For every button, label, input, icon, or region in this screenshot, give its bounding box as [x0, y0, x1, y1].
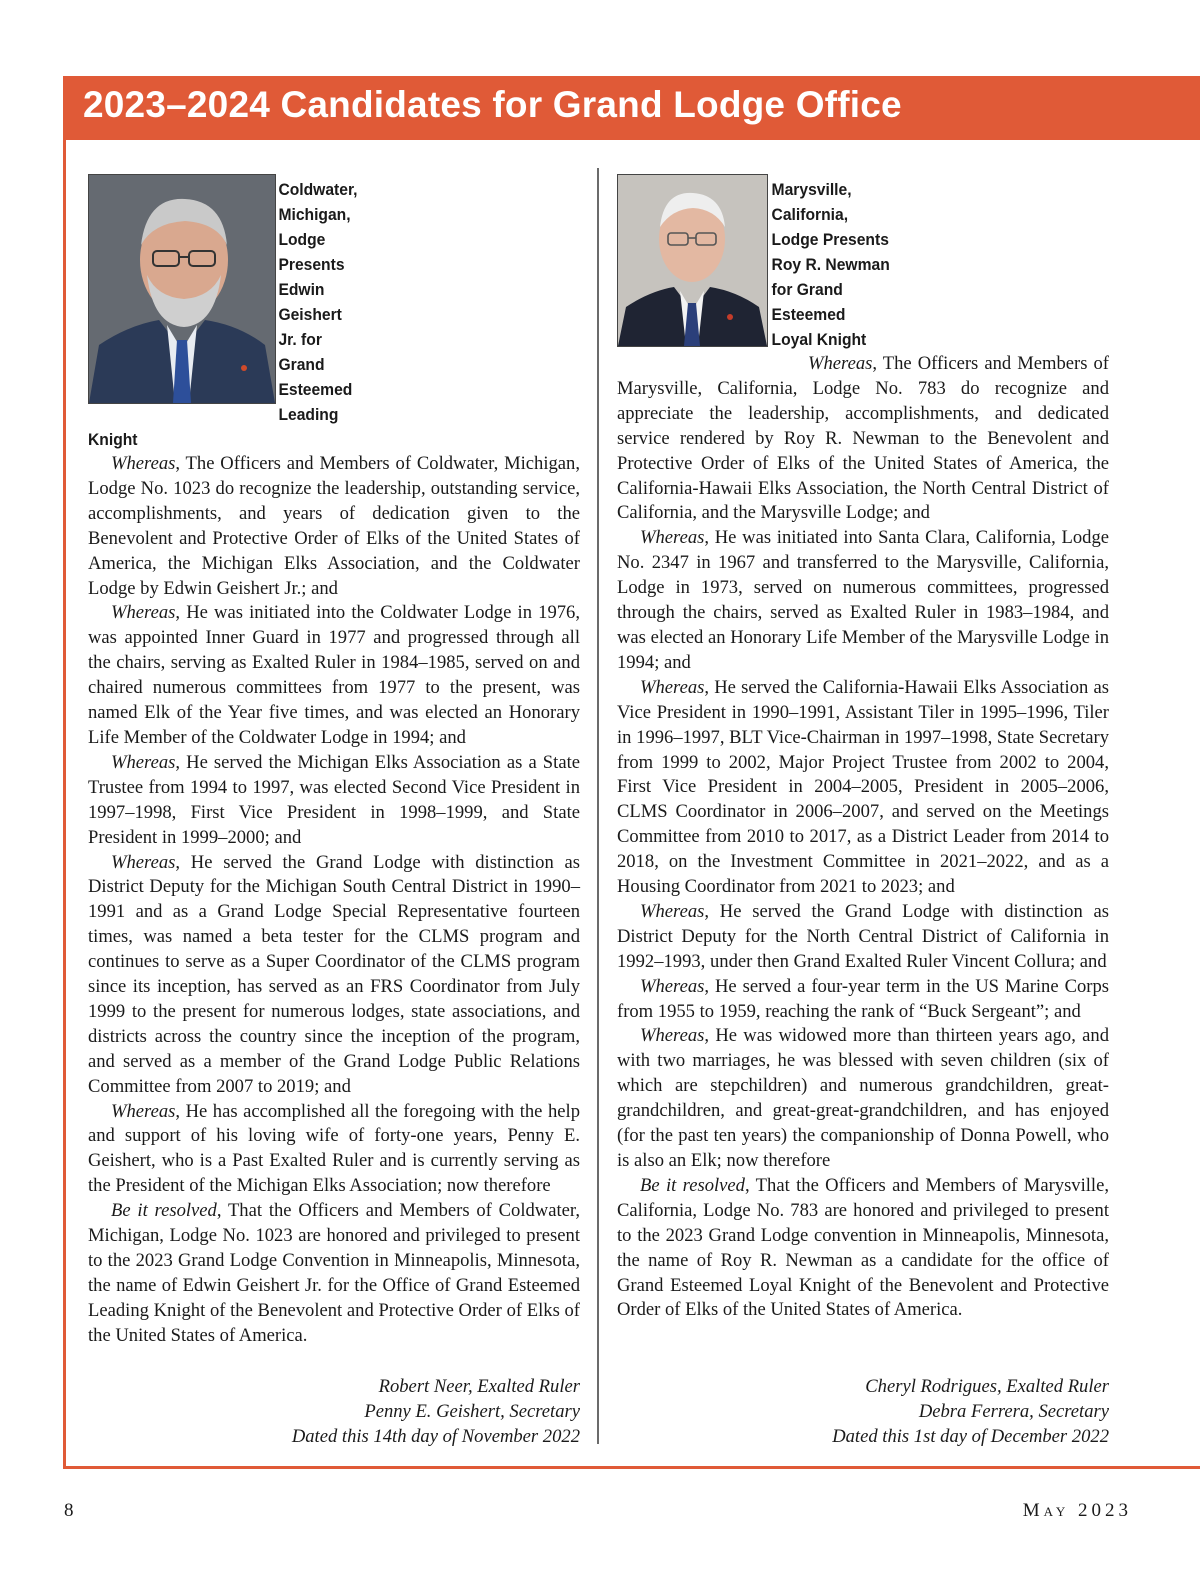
signature-line: Debra Ferrera, Secretary: [918, 1401, 1109, 1422]
paragraph: Whereas, He was initiated into the Coldwater Lodge in 1976, was appointed Inner Guard in 1977 and progressed through all the chairs, serving as Exalted Ruler in 1984–1985, served on and chaired numerous committees from 1977 to the present, was named Elk of the Year five times, and was elected an Honorary Life Member of the Coldwater Lodge in 1994; and: [88, 602, 580, 748]
right-signature-block: [617, 1374, 1109, 1449]
resolution-paragraph: Be it resolved, That the Officers and Members of Marysville, California, Lodge No. 783 are honored and privileged to present to the 2023 Grand Lodge convention in Minneapolis, Minnesota, the name of Roy R. Newman as a candidate for the office of Grand Esteemed Loyal Knight of the Benevolent and Protective Order of Elks of the United States of America.: [617, 1174, 1109, 1321]
paragraph: Whereas, He has accomplished all the foregoing with the help and support of his loving wife of forty-one years, Penny E. Geishert, who is a Past Exalted Ruler and is currently serving as the President of the Michigan Elks Association; now therefore: [88, 1100, 580, 1197]
page-title: 2023–2024 Candidates for Grand Lodge Office: [83, 84, 902, 125]
issue-date: May 2023: [1022, 1500, 1132, 1521]
frame-rule-bottom: [63, 1466, 1200, 1469]
right-heading: Marysville, California, Lodge Presents Roy R. Newman for Grand Esteemed Loyal Knight: [771, 180, 890, 349]
title-banner: [63, 76, 1200, 140]
paragraph: Whereas, He served the California-Hawaii Elks Association as Vice President in 1990–1991, Assistant Tiler in 1995–1996, Tiler in 1996–1997, BLT Vice-Chairman in 1997–1998, State Secretary from 1999 to 2002, Major Project Trustee from 2002 to 2004, First Vice President in 2004–2005, President in 2005–2006, CLMS Coordinator in 2006–2007, and served on the Meetings Committee from 2010 to 2017, as a District Leader from 2014 to 2018, on the Investment Committee in 2021–2022, and as a Housing Coordinator from 2021 to 2023; and: [617, 676, 1109, 898]
signature-date: Dated this 1st day of December 2022: [832, 1426, 1109, 1447]
signature-line: Robert Neer, Exalted Ruler: [378, 1376, 580, 1397]
paragraph: Whereas, The Officers and Members of Coldwater, Michigan, Lodge No. 1023 do recognize the leadership, outstanding service, accomplishments, and years of dedication given to the Benevolent and Protective Order of Elks of the United States of America, the Michigan Elks Association, and the Coldwater Lodge by Edwin Geishert Jr.; and: [88, 453, 580, 599]
paragraph: Whereas, He was initiated into Santa Clara, California, Lodge No. 2347 in 1967 and transferred to the Marysville, California, Lodge in 1973, served on numerous committees, progressed through the chairs, served as Exalted Ruler in 1983–1984, and was elected an Honorary Life Member of the Marysville Lodge in 1994; and: [617, 527, 1109, 673]
column-divider: [597, 168, 599, 1444]
paragraph: Whereas, He served the Grand Lodge with distinction as District Deputy for the North Central District of California in 1992–1993, under then Grand Exalted Ruler Vincent Collura; and: [617, 900, 1109, 972]
page-number: 8: [64, 1500, 74, 1521]
paragraph: Whereas, He served the Grand Lodge with distinction as District Deputy for the Michigan South Central District in 1990–1991 and as a Grand Lodge Special Representative fourteen times, was named a beta tester for the CLMS program and continues to serve as a Super Coordinator of the CLMS program since its inception, has served as an FRS Coordinator from July 1999 to the present for numerous lodges, state associations, and districts across the country since the inception of the program, and served as a member of the Grand Lodge Public Relations Committee from 2007 to 2019; and: [88, 851, 580, 1097]
paragraph: Whereas, He served a four-year term in the US Marine Corps from 1955 to 1959, reaching the rank of “Buck Sergeant”; and: [617, 975, 1109, 1022]
frame-rule-left: [63, 140, 66, 1467]
signature-line: Cheryl Rodrigues, Exalted Ruler: [865, 1376, 1109, 1397]
signature-line: Penny E. Geishert, Secretary: [364, 1401, 580, 1422]
left-signature-block: [88, 1374, 580, 1449]
resolution-paragraph: Be it resolved, That the Officers and Members of Coldwater, Michigan, Lodge No. 1023 are honored and privileged to present to the 2023 Grand Lodge Convention in Minneapolis, Minnesota, the name of Edwin Geishert Jr. for the Office of Grand Esteemed Leading Knight of the Benevolent and Protective Order of Elks of the United States of America.: [88, 1200, 580, 1346]
paragraph: Whereas, The Officers and Members of Marysville, California, Lodge No. 783 do recognize and appreciate the leadership, accomplishments, and dedicated service rendered by Roy R. Newman to the Benevolent and Protective Order of Elks of the United States of America, the California-Hawaii Elks Association, the North Central District of California, and the Marysville Lodge; and: [617, 353, 1109, 524]
paragraph: Whereas, He served the Michigan Elks Association as a State Trustee from 1994 to 1997, was elected Second Vice President in 1997–1998, First Vice President in 1998–1999, and State President in 1999–2000; and: [88, 751, 580, 848]
right-article: [617, 177, 1109, 1323]
paragraph: Whereas, He was widowed more than thirteen years ago, and with two marriages, he was blessed with seven children (six of which are stepchildren) and numerous grandchildren, great-grandchildren, and great-great-grandchildren, and has enjoyed (for the past ten years) the companionship of Donna Powell, who is also an Elk; now therefore: [617, 1025, 1109, 1171]
left-article: [88, 177, 580, 1349]
left-heading: Coldwater, Michigan, Lodge Presents Edwin Geishert Jr. for Grand Esteemed Leading Knight: [88, 180, 358, 449]
signature-date: Dated this 14th day of November 2022: [291, 1426, 580, 1447]
